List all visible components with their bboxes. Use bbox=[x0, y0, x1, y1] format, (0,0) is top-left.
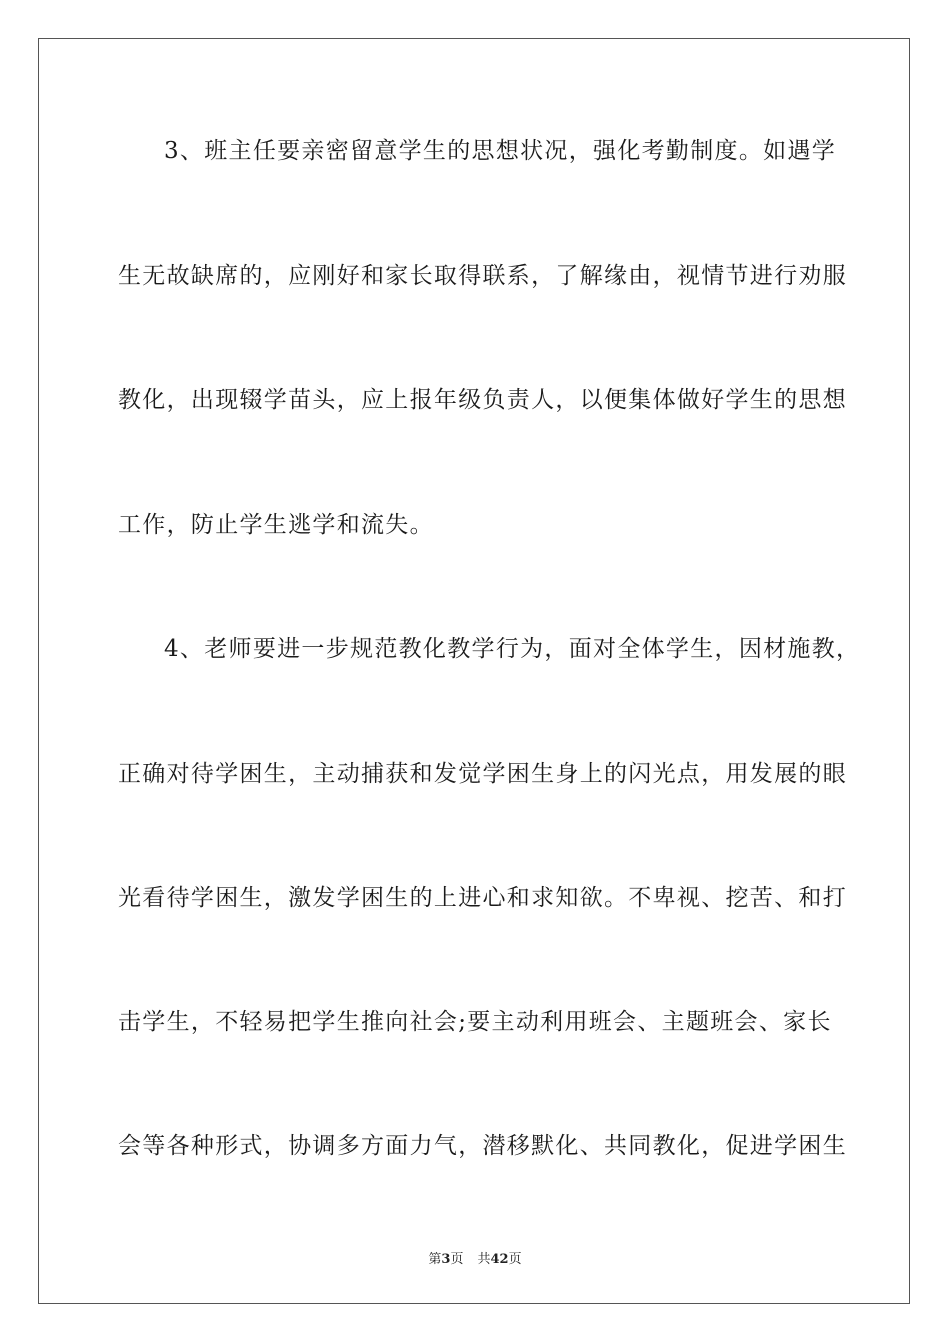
text-line: 会等各种形式，协调多方面力气，潜移默化、共同教化，促进学困生 bbox=[118, 1133, 847, 1159]
total-prefix: 共 bbox=[477, 1252, 491, 1267]
total-pages: 42 bbox=[490, 1252, 509, 1267]
page-border bbox=[38, 38, 910, 1304]
text-line: 正确对待学困生，主动捕获和发觉学困生身上的闪光点，用发展的眼 bbox=[118, 761, 847, 787]
text-line: 教化，出现辍学苗头，应上报年级负责人，以便集体做好学生的思想 bbox=[118, 387, 847, 413]
page-number: 3 bbox=[441, 1252, 451, 1267]
text-line: 4、老师要进一步规范教化教学行为，面对全体学生，因材施教， bbox=[164, 636, 861, 662]
page-prefix: 第 bbox=[428, 1252, 442, 1267]
text-line: 3、班主任要亲密留意学生的思想状况，强化考勤制度。如遇学 bbox=[164, 138, 837, 164]
page-footer bbox=[0, 1248, 950, 1267]
text-line: 光看待学困生，激发学困生的上进心和求知欲。不卑视、挖苦、和打 bbox=[118, 885, 847, 911]
text-line: 工作，防止学生逃学和流失。 bbox=[118, 512, 434, 538]
page-suffix: 页 bbox=[450, 1252, 464, 1267]
total-suffix: 页 bbox=[508, 1252, 522, 1267]
text-line: 生无故缺席的，应刚好和家长取得联系，了解缘由，视情节进行劝服 bbox=[118, 263, 847, 289]
text-line: 击学生，不轻易把学生推向社会;要主动利用班会、主题班会、家长 bbox=[118, 1009, 832, 1035]
